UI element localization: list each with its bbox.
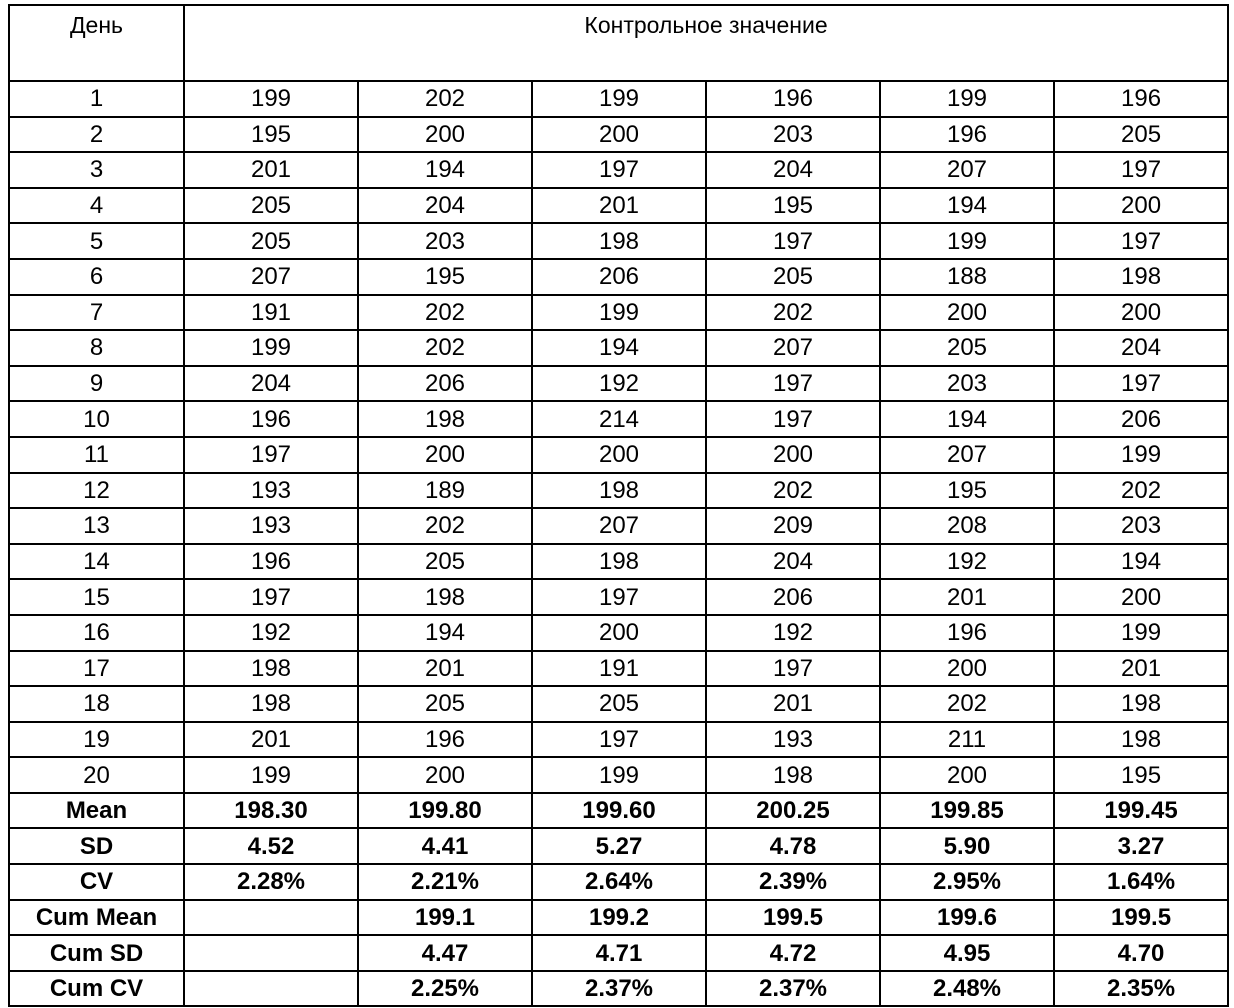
value-cell: 194	[1054, 544, 1228, 580]
value-cell: 205	[1054, 117, 1228, 153]
value-cell: 204	[706, 152, 880, 188]
table-row	[9, 188, 1228, 224]
value-cell: 203	[880, 366, 1054, 402]
value-cell: 201	[358, 651, 532, 687]
day-cell: 10	[9, 401, 184, 437]
value-cell: 191	[184, 295, 358, 331]
value-cell: 207	[532, 508, 706, 544]
value-cell: 199	[1054, 437, 1228, 473]
day-column-header: День	[9, 5, 184, 81]
value-cell: 199	[880, 81, 1054, 117]
value-cell: 207	[706, 330, 880, 366]
qc-data-table	[8, 4, 1229, 1007]
stat-value-cell: 198.30	[184, 793, 358, 829]
stat-value-cell: 2.95%	[880, 864, 1054, 900]
stat-value-cell: 2.64%	[532, 864, 706, 900]
stat-label-cell: Cum Mean	[9, 900, 184, 936]
value-cell: 201	[880, 579, 1054, 615]
stat-value-cell: 2.39%	[706, 864, 880, 900]
day-cell: 7	[9, 295, 184, 331]
stat-value-cell: 4.95	[880, 935, 1054, 971]
day-cell: 14	[9, 544, 184, 580]
stat-value-cell: 3.27	[1054, 828, 1228, 864]
table-row	[9, 330, 1228, 366]
value-cell: 194	[880, 401, 1054, 437]
value-cell: 197	[1054, 223, 1228, 259]
value-cell: 204	[706, 544, 880, 580]
stat-value-cell: 199.60	[532, 793, 706, 829]
stat-value-cell: 4.71	[532, 935, 706, 971]
stat-value-cell: 4.70	[1054, 935, 1228, 971]
value-cell: 202	[1054, 473, 1228, 509]
day-cell: 3	[9, 152, 184, 188]
value-cell: 199	[184, 81, 358, 117]
value-cell: 197	[706, 366, 880, 402]
table-row	[9, 651, 1228, 687]
header-row	[9, 5, 1228, 81]
day-cell: 20	[9, 757, 184, 793]
value-cell: 197	[706, 223, 880, 259]
value-cell: 194	[880, 188, 1054, 224]
stat-value-cell: 4.72	[706, 935, 880, 971]
value-cell: 203	[1054, 508, 1228, 544]
value-cell: 206	[706, 579, 880, 615]
value-cell: 205	[880, 330, 1054, 366]
value-cell: 207	[880, 152, 1054, 188]
day-cell: 4	[9, 188, 184, 224]
day-cell: 9	[9, 366, 184, 402]
table-row	[9, 508, 1228, 544]
value-cell: 206	[532, 259, 706, 295]
value-cell: 196	[706, 81, 880, 117]
table-row	[9, 437, 1228, 473]
day-cell: 18	[9, 686, 184, 722]
day-cell: 15	[9, 579, 184, 615]
table-row	[9, 473, 1228, 509]
stat-value-cell: 4.41	[358, 828, 532, 864]
value-cell: 205	[706, 259, 880, 295]
stat-value-cell: 2.48%	[880, 971, 1054, 1007]
value-cell: 201	[532, 188, 706, 224]
stat-value-cell: 5.90	[880, 828, 1054, 864]
table-row	[9, 722, 1228, 758]
value-cell: 196	[1054, 81, 1228, 117]
stat-value-cell	[184, 971, 358, 1007]
stat-value-cell: 1.64%	[1054, 864, 1228, 900]
table-row	[9, 401, 1228, 437]
value-cell: 199	[184, 330, 358, 366]
value-cell: 200	[358, 757, 532, 793]
value-cell: 200	[1054, 188, 1228, 224]
value-cell: 196	[880, 615, 1054, 651]
stat-row	[9, 935, 1228, 971]
value-cell: 198	[532, 473, 706, 509]
value-cell: 205	[358, 686, 532, 722]
value-cell: 198	[1054, 259, 1228, 295]
stat-row	[9, 900, 1228, 936]
value-cell: 192	[184, 615, 358, 651]
value-cell: 204	[1054, 330, 1228, 366]
day-cell: 16	[9, 615, 184, 651]
table-row	[9, 117, 1228, 153]
value-cell: 202	[358, 508, 532, 544]
table-row	[9, 615, 1228, 651]
daily-values-body	[9, 81, 1228, 793]
day-cell: 6	[9, 259, 184, 295]
stat-value-cell: 199.2	[532, 900, 706, 936]
value-cell: 198	[532, 544, 706, 580]
day-cell: 11	[9, 437, 184, 473]
value-cell: 192	[706, 615, 880, 651]
stat-value-cell: 199.6	[880, 900, 1054, 936]
stat-value-cell: 200.25	[706, 793, 880, 829]
value-cell: 200	[880, 295, 1054, 331]
value-cell: 202	[706, 473, 880, 509]
stat-row	[9, 828, 1228, 864]
table-row	[9, 152, 1228, 188]
value-cell: 198	[1054, 686, 1228, 722]
value-cell: 195	[184, 117, 358, 153]
value-cell: 199	[532, 295, 706, 331]
value-cell: 196	[184, 544, 358, 580]
table-row	[9, 295, 1228, 331]
table-row	[9, 579, 1228, 615]
value-cell: 196	[880, 117, 1054, 153]
value-cell: 199	[184, 757, 358, 793]
table-row	[9, 757, 1228, 793]
value-cell: 205	[184, 188, 358, 224]
value-cell: 199	[532, 757, 706, 793]
value-cell: 189	[358, 473, 532, 509]
value-cell: 193	[706, 722, 880, 758]
table-row	[9, 223, 1228, 259]
value-cell: 202	[358, 330, 532, 366]
value-cell: 202	[358, 295, 532, 331]
value-cell: 197	[1054, 152, 1228, 188]
table-row	[9, 686, 1228, 722]
stat-value-cell: 199.85	[880, 793, 1054, 829]
value-cell: 197	[706, 651, 880, 687]
value-cell: 201	[1054, 651, 1228, 687]
value-cell: 198	[1054, 722, 1228, 758]
value-cell: 205	[532, 686, 706, 722]
value-cell: 195	[880, 473, 1054, 509]
value-cell: 200	[706, 437, 880, 473]
stat-value-cell: 199.5	[1054, 900, 1228, 936]
stat-value-cell: 4.52	[184, 828, 358, 864]
day-cell: 2	[9, 117, 184, 153]
value-cell: 197	[1054, 366, 1228, 402]
value-cell: 203	[706, 117, 880, 153]
value-cell: 200	[1054, 295, 1228, 331]
value-cell: 194	[358, 152, 532, 188]
stat-value-cell: 2.21%	[358, 864, 532, 900]
stat-value-cell: 199.1	[358, 900, 532, 936]
value-cell: 197	[532, 722, 706, 758]
value-cell: 192	[532, 366, 706, 402]
value-cell: 201	[184, 152, 358, 188]
value-cell: 198	[358, 579, 532, 615]
value-cell: 194	[532, 330, 706, 366]
value-cell: 200	[358, 117, 532, 153]
value-cell: 198	[706, 757, 880, 793]
stat-value-cell: 199.80	[358, 793, 532, 829]
value-cell: 199	[1054, 615, 1228, 651]
value-cell: 207	[880, 437, 1054, 473]
value-cell: 188	[880, 259, 1054, 295]
stat-label-cell: Cum CV	[9, 971, 184, 1007]
stat-row	[9, 971, 1228, 1007]
value-cell: 211	[880, 722, 1054, 758]
value-cell: 207	[184, 259, 358, 295]
stat-label-cell: CV	[9, 864, 184, 900]
value-cell: 191	[532, 651, 706, 687]
stat-value-cell: 4.47	[358, 935, 532, 971]
day-cell: 8	[9, 330, 184, 366]
value-cell: 206	[358, 366, 532, 402]
day-cell: 5	[9, 223, 184, 259]
stat-value-cell: 199.5	[706, 900, 880, 936]
value-cell: 195	[358, 259, 532, 295]
value-cell: 200	[880, 757, 1054, 793]
value-cell: 199	[880, 223, 1054, 259]
day-cell: 1	[9, 81, 184, 117]
value-cell: 200	[880, 651, 1054, 687]
stat-value-cell: 2.37%	[706, 971, 880, 1007]
value-cell: 200	[532, 615, 706, 651]
value-cell: 201	[184, 722, 358, 758]
value-cell: 198	[532, 223, 706, 259]
stat-label-cell: Cum SD	[9, 935, 184, 971]
table-row	[9, 366, 1228, 402]
table-row	[9, 81, 1228, 117]
stat-value-cell: 4.78	[706, 828, 880, 864]
value-cell: 192	[880, 544, 1054, 580]
value-cell: 196	[184, 401, 358, 437]
value-cell: 204	[358, 188, 532, 224]
stat-label-cell: Mean	[9, 793, 184, 829]
value-cell: 197	[184, 437, 358, 473]
statistics-body	[9, 793, 1228, 1007]
stat-label-cell: SD	[9, 828, 184, 864]
stat-value-cell: 199.45	[1054, 793, 1228, 829]
value-cell: 204	[184, 366, 358, 402]
value-cell: 202	[880, 686, 1054, 722]
value-cell: 202	[358, 81, 532, 117]
stat-value-cell: 2.25%	[358, 971, 532, 1007]
stat-value-cell: 2.37%	[532, 971, 706, 1007]
value-cell: 205	[358, 544, 532, 580]
value-cell: 195	[706, 188, 880, 224]
day-cell: 19	[9, 722, 184, 758]
day-cell: 17	[9, 651, 184, 687]
stat-row	[9, 864, 1228, 900]
stat-value-cell: 2.28%	[184, 864, 358, 900]
value-cell: 198	[184, 686, 358, 722]
value-cell: 198	[358, 401, 532, 437]
value-cell: 193	[184, 473, 358, 509]
value-cell: 200	[1054, 579, 1228, 615]
table-row	[9, 544, 1228, 580]
value-cell: 200	[358, 437, 532, 473]
value-cell: 200	[532, 437, 706, 473]
value-cell: 197	[184, 579, 358, 615]
value-cell: 203	[358, 223, 532, 259]
stat-row	[9, 793, 1228, 829]
value-cell: 197	[532, 579, 706, 615]
stat-value-cell	[184, 900, 358, 936]
stat-value-cell: 5.27	[532, 828, 706, 864]
table-row	[9, 259, 1228, 295]
value-cell: 197	[532, 152, 706, 188]
value-cell: 208	[880, 508, 1054, 544]
value-cell: 214	[532, 401, 706, 437]
value-cell: 205	[184, 223, 358, 259]
value-cell: 198	[184, 651, 358, 687]
day-cell: 13	[9, 508, 184, 544]
day-cell: 12	[9, 473, 184, 509]
value-cell: 200	[532, 117, 706, 153]
stat-value-cell: 2.35%	[1054, 971, 1228, 1007]
value-cell: 199	[532, 81, 706, 117]
value-cell: 209	[706, 508, 880, 544]
value-cell: 201	[706, 686, 880, 722]
value-cell: 197	[706, 401, 880, 437]
control-value-header: Контрольное значение	[184, 5, 1228, 81]
value-cell: 206	[1054, 401, 1228, 437]
value-cell: 193	[184, 508, 358, 544]
value-cell: 194	[358, 615, 532, 651]
value-cell: 195	[1054, 757, 1228, 793]
value-cell: 196	[358, 722, 532, 758]
value-cell: 202	[706, 295, 880, 331]
stat-value-cell	[184, 935, 358, 971]
